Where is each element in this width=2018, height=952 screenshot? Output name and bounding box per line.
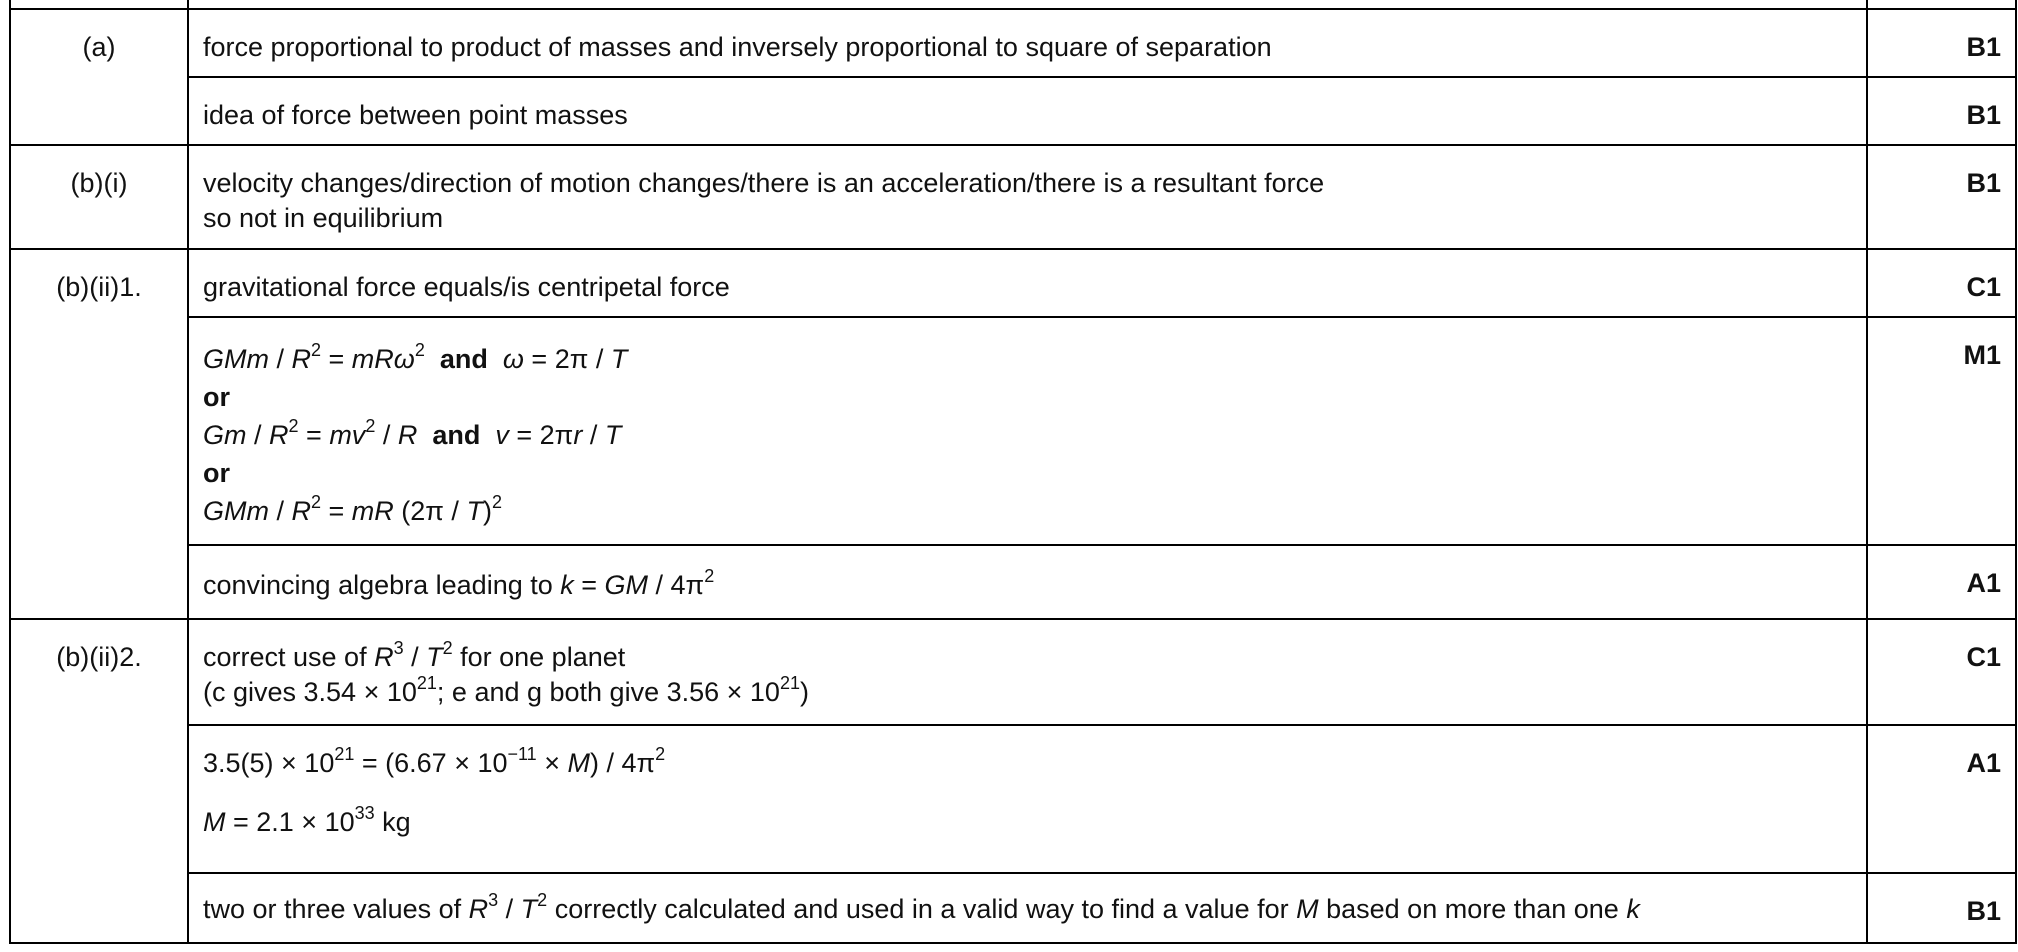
mark-code: B1 (1867, 77, 2016, 145)
equation-line: $3.5(5) \times 10^{21} = (6.67 \times 10^{-11} \times M) / 4\pi^2$ (203, 744, 666, 778)
marking-point-line: correct use of $R^3 / T^2$ for one planet (203, 638, 626, 672)
mark-code: C1 (1867, 249, 2016, 317)
marking-point-line: so not in equilibrium (203, 203, 444, 233)
question-label: (b)(i) (10, 145, 188, 249)
table-row (10, 317, 2016, 545)
marking-point (188, 317, 1867, 545)
equation-line: $Gm / R^2 = mv^2 / R$ and v = 2πr / T (203, 416, 622, 450)
marking-point (188, 619, 1867, 725)
table-row (10, 725, 2016, 873)
question-label: (b)(ii)1. (10, 249, 188, 619)
question-label: (b)(ii)2. (10, 619, 188, 943)
table-row (10, 873, 2016, 943)
marking-point: convincing algebra leading to k = GM / $4\pi^2$ (188, 545, 1867, 619)
mark-code: C1 (1867, 619, 2016, 725)
mark-code: B1 (1867, 145, 2016, 249)
mark-scheme-table (9, 0, 2017, 944)
table-row (10, 9, 2016, 77)
marking-point (188, 725, 1867, 873)
marking-point: two or three values of $R^3 / T^2$ correctly calculated and used in a valid way to find a value for M based on more than one k (188, 873, 1867, 943)
table-row (10, 145, 2016, 249)
table-row (10, 619, 2016, 725)
marking-point-line: (c gives $3.54 \times 10^{21}$; e and g both give $3.56 \times 10^{21}$) (203, 673, 809, 707)
table-row (10, 0, 2016, 9)
marking-point: idea of force between point masses (188, 77, 1867, 145)
question-label: (a) (10, 9, 188, 145)
or-label: or (203, 382, 230, 412)
table-row (10, 545, 2016, 619)
equation-line: GMm / $R^2$ = mR (2π / T)$^2$ (203, 492, 502, 526)
marking-point (188, 145, 1867, 249)
mark-code: B1 (1867, 9, 2016, 77)
mark-code: M1 (1867, 317, 2016, 545)
marking-point: force proportional to product of masses and inversely proportional to square of separation (188, 9, 1867, 77)
answer-line: $M = 2.1 \times 10^{33}$ kg (203, 803, 411, 837)
marking-point-line: velocity changes/direction of motion changes/there is an acceleration/there is a resultant force (203, 168, 1325, 198)
mark-code: B1 (1867, 873, 2016, 943)
marking-point: gravitational force equals/is centripetal force (188, 249, 1867, 317)
or-label: or (203, 458, 230, 488)
mark-code: A1 (1867, 725, 2016, 873)
table-row (10, 249, 2016, 317)
mark-code: A1 (1867, 545, 2016, 619)
equation-line: GMm / $R^2 = mR\omega^2$ and ω = 2π / T (203, 340, 628, 374)
table-row (10, 77, 2016, 145)
